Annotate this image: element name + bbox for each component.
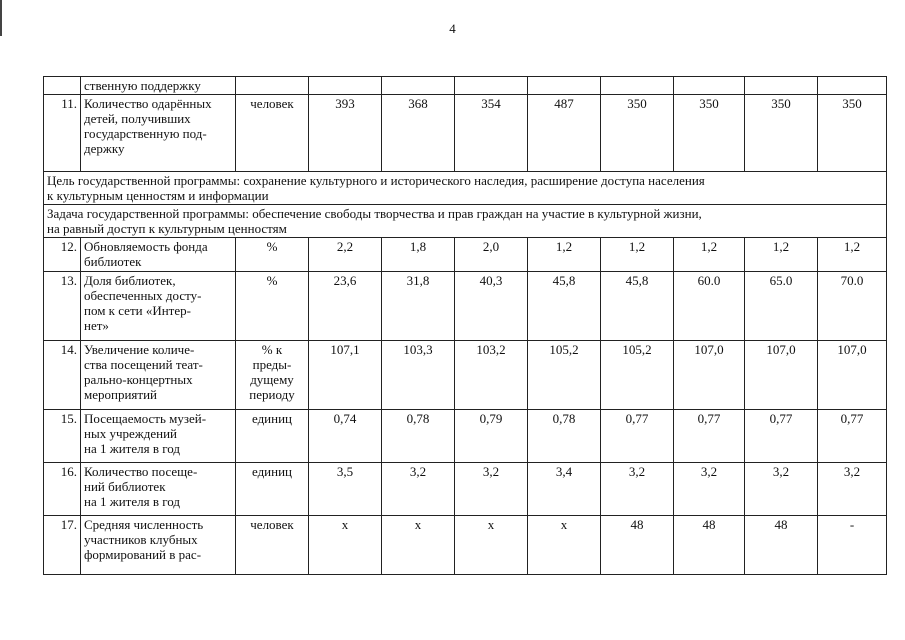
cell-line: нет» — [84, 318, 109, 333]
table-row — [44, 410, 887, 463]
cell-line: человек — [250, 517, 294, 532]
unit-cell — [236, 410, 309, 463]
value-cell: 103,2 — [455, 341, 528, 410]
table-row — [44, 463, 887, 516]
value-cell: 103,3 — [382, 341, 455, 410]
value-cell: 0,79 — [455, 410, 528, 463]
cell-line: детей, получивших — [84, 111, 191, 126]
value-cell: 0,77 — [818, 410, 887, 463]
cell-line: ственную поддержку — [84, 78, 201, 93]
cell-line: Обновляемость фонда — [84, 239, 208, 254]
value-cell: 31,8 — [382, 272, 455, 341]
value-cell: 3,2 — [674, 463, 745, 516]
value-cell: х — [528, 516, 601, 575]
indicator-name-cell — [81, 238, 236, 272]
cell-line: рально-концертных — [84, 372, 193, 387]
value-cell: 1,2 — [818, 238, 887, 272]
unit-cell — [236, 238, 309, 272]
value-cell: 3,2 — [818, 463, 887, 516]
value-cell: 65.0 — [745, 272, 818, 341]
row-number-cell: 13. — [44, 272, 81, 341]
value-cell: 0,77 — [745, 410, 818, 463]
program-task-cell — [44, 205, 887, 238]
value-cell: 40,3 — [455, 272, 528, 341]
value-cell: 0,78 — [528, 410, 601, 463]
value-cell: 0,77 — [601, 410, 674, 463]
cell-line: на равный доступ к культурным ценностям — [47, 221, 287, 236]
value-cell: 350 — [601, 95, 674, 172]
value-cell: х — [455, 516, 528, 575]
value-cell: 3,5 — [309, 463, 382, 516]
cell-line: участников клубных — [84, 532, 198, 547]
row-number-cell: 14. — [44, 341, 81, 410]
empty-cell — [601, 77, 674, 95]
cell-line: единиц — [251, 411, 293, 426]
cell-line: государственную под- — [84, 126, 207, 141]
indicator-name-cell — [81, 341, 236, 410]
cell-line: единиц — [251, 464, 293, 479]
value-cell: 368 — [382, 95, 455, 172]
table-row — [44, 238, 887, 272]
indicators-table — [43, 76, 887, 575]
table-row — [44, 172, 887, 205]
value-cell: 23,6 — [309, 272, 382, 341]
cell-line: периоду — [249, 387, 295, 402]
cell-line: пом к сети «Интер- — [84, 303, 191, 318]
indicator-name-cell — [81, 516, 236, 575]
unit-cell — [236, 272, 309, 341]
table-row — [44, 516, 887, 575]
unit-cell — [236, 95, 309, 172]
row-number-cell: 12. — [44, 238, 81, 272]
value-cell: 1,2 — [745, 238, 818, 272]
empty-cell — [674, 77, 745, 95]
value-cell: 105,2 — [601, 341, 674, 410]
value-cell: - — [818, 516, 887, 575]
indicator-name-cell — [81, 463, 236, 516]
cell-line: % к — [261, 342, 283, 357]
empty-cell — [236, 77, 309, 95]
cell-line: обеспеченных досту- — [84, 288, 202, 303]
cell-line: к культурным ценностям и информации — [47, 188, 269, 203]
cell-line: Увеличение количе- — [84, 342, 195, 357]
value-cell: 107,1 — [309, 341, 382, 410]
table-body — [44, 77, 887, 575]
value-cell: 350 — [745, 95, 818, 172]
cell-line: человек — [250, 96, 294, 111]
empty-cell — [382, 77, 455, 95]
table-row — [44, 205, 887, 238]
value-cell: 48 — [674, 516, 745, 575]
value-cell: 3,2 — [601, 463, 674, 516]
value-cell: 1,8 — [382, 238, 455, 272]
value-cell: 60.0 — [674, 272, 745, 341]
table-row — [44, 341, 887, 410]
cell-line: Посещаемость музей- — [84, 411, 207, 426]
empty-cell — [818, 77, 887, 95]
cell-line: мероприятий — [84, 387, 157, 402]
cell-line: Количество одарённых — [84, 96, 212, 111]
value-cell: 48 — [601, 516, 674, 575]
indicator-name-cell — [81, 95, 236, 172]
value-cell: 2,0 — [455, 238, 528, 272]
cell-line: преды- — [252, 357, 292, 372]
cell-line: ства посещений теат- — [84, 357, 203, 372]
cell-line: дущему — [250, 372, 294, 387]
empty-cell — [745, 77, 818, 95]
value-cell: 107,0 — [674, 341, 745, 410]
value-cell: 3,2 — [382, 463, 455, 516]
value-cell: 45,8 — [601, 272, 674, 341]
row-number-cell: 17. — [44, 516, 81, 575]
indicator-name-cell — [81, 77, 236, 95]
table-row — [44, 77, 887, 95]
value-cell: 350 — [674, 95, 745, 172]
table-row — [44, 272, 887, 341]
cell-line: ний библиотек — [84, 479, 166, 494]
value-cell: 354 — [455, 95, 528, 172]
value-cell: 70.0 — [818, 272, 887, 341]
unit-cell — [236, 463, 309, 516]
cell-line: % — [266, 239, 278, 254]
value-cell: 1,2 — [528, 238, 601, 272]
cell-line: библиотек — [84, 254, 142, 269]
cell-line: на 1 жителя в год — [84, 494, 180, 509]
value-cell: 105,2 — [528, 341, 601, 410]
empty-cell — [528, 77, 601, 95]
row-number-cell: 15. — [44, 410, 81, 463]
value-cell: 1,2 — [674, 238, 745, 272]
unit-cell — [236, 341, 309, 410]
cell-line: ных учреждений — [84, 426, 177, 441]
value-cell: 0,78 — [382, 410, 455, 463]
indicator-name-cell — [81, 272, 236, 341]
table-row — [44, 95, 887, 172]
cell-line: держку — [84, 141, 125, 156]
row-number-cell: 16. — [44, 463, 81, 516]
value-cell: 0,77 — [674, 410, 745, 463]
value-cell: х — [309, 516, 382, 575]
indicator-name-cell — [81, 410, 236, 463]
value-cell: 0,74 — [309, 410, 382, 463]
empty-cell — [455, 77, 528, 95]
value-cell: 3,2 — [455, 463, 528, 516]
value-cell: 350 — [818, 95, 887, 172]
value-cell: х — [382, 516, 455, 575]
value-cell: 2,2 — [309, 238, 382, 272]
cell-line: Средняя численность — [84, 517, 204, 532]
cell-line: Задача государственной программы: обеспечение свободы творчества и прав граждан на участие в культурной жизни, — [47, 206, 702, 221]
cell-line: % — [266, 273, 278, 288]
value-cell: 1,2 — [601, 238, 674, 272]
program-goal-cell — [44, 172, 887, 205]
row-number-cell — [44, 77, 81, 95]
cell-line: Доля библиотек, — [84, 273, 176, 288]
value-cell: 393 — [309, 95, 382, 172]
value-cell: 107,0 — [745, 341, 818, 410]
empty-cell — [309, 77, 382, 95]
value-cell: 45,8 — [528, 272, 601, 341]
value-cell: 3,4 — [528, 463, 601, 516]
unit-cell — [236, 516, 309, 575]
cell-line: на 1 жителя в год — [84, 441, 180, 456]
row-number-cell: 11. — [44, 95, 81, 172]
value-cell: 487 — [528, 95, 601, 172]
cell-line: Цель государственной программы: сохранение культурного и исторического наследия, расширение доступа населения — [47, 173, 705, 188]
page-number: 4 — [449, 21, 456, 36]
value-cell: 107,0 — [818, 341, 887, 410]
cell-line: формирований в рас- — [84, 547, 202, 562]
value-cell: 48 — [745, 516, 818, 575]
value-cell: 3,2 — [745, 463, 818, 516]
cell-line: Количество посеще- — [84, 464, 198, 479]
